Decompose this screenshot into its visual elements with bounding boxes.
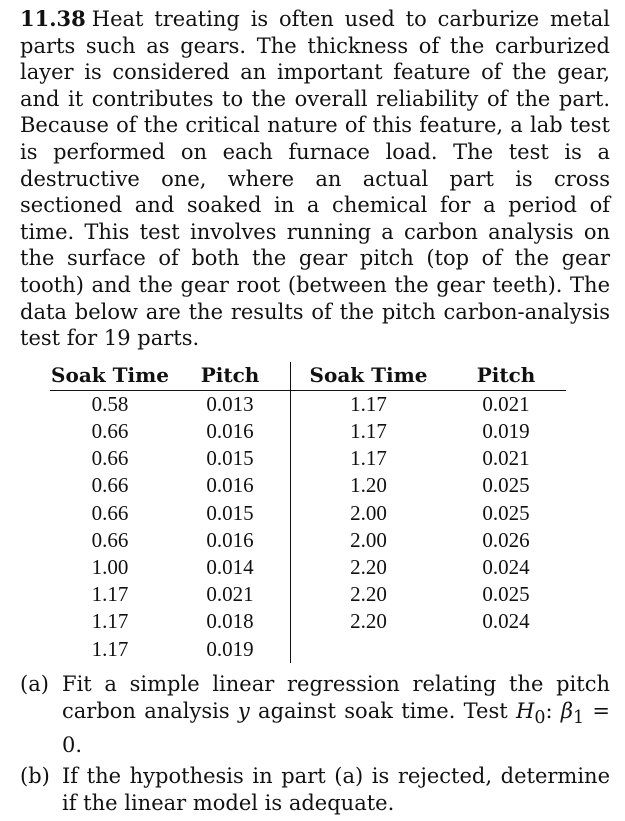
cell-pitch-2: 0.025: [482, 473, 530, 498]
cell-soak-time-1: 1.17: [91, 582, 129, 607]
cell-soak-time-2: 2.20: [350, 582, 387, 607]
cell-soak-time-1: 1.00: [91, 554, 129, 579]
problem-statement: [20, 6, 610, 352]
table-body: [50, 390, 566, 663]
cell-pitch-1: 0.019: [170, 636, 291, 663]
cell-pitch-2: 0.021: [482, 391, 530, 416]
cell-soak-time-1: 0.66: [91, 446, 129, 471]
table-row: [50, 500, 566, 527]
cell-soak-time-2: 1.20: [350, 473, 387, 498]
table-header-row: [50, 362, 566, 391]
cell-pitch-1: 0.016: [170, 527, 291, 554]
table-row: [50, 390, 566, 418]
part-a-text-1: Fit a simple linear regression relating the pitch carbon analysis: [62, 671, 610, 723]
header-soak-time-2: Soak Time: [291, 362, 447, 391]
part-b: [20, 763, 610, 817]
cell-pitch-1: 0.013: [170, 390, 291, 418]
cell-soak-time-1: 0.66: [91, 527, 129, 552]
cell-pitch-1: 0.018: [170, 608, 291, 635]
cell-soak-time-1: 0.66: [91, 500, 129, 525]
cell-soak-time-2: 2.20: [350, 554, 387, 579]
beta-symbol: β: [560, 698, 573, 723]
cell-soak-time-1: 1.17: [91, 609, 129, 634]
h0-symbol: H: [515, 698, 535, 723]
var-y: y: [237, 698, 250, 723]
table-row: [50, 527, 566, 554]
cell-pitch-2: [446, 636, 566, 663]
part-a-text-3: :: [545, 698, 561, 723]
table-row: [50, 554, 566, 581]
cell-soak-time-2: 1.17: [350, 418, 387, 443]
cell-soak-time-1: 0.66: [91, 418, 129, 443]
cell-pitch-1: 0.015: [170, 500, 291, 527]
cell-soak-time-2: [291, 636, 447, 663]
cell-pitch-1: 0.016: [170, 418, 291, 445]
cell-soak-time-2: 2.20: [350, 609, 387, 634]
question-parts: [20, 671, 610, 817]
header-soak-time-1: Soak Time: [50, 362, 170, 391]
header-pitch-1: Pitch: [170, 362, 291, 391]
part-a-text-4: = 0.: [62, 698, 610, 757]
cell-pitch-2: 0.025: [482, 582, 530, 607]
beta-subscript: 1: [572, 707, 585, 728]
cell-pitch-2: 0.021: [482, 446, 530, 471]
header-pitch-2: Pitch: [446, 362, 566, 391]
part-b-text: If the hypothesis in part (a) is rejected, determine if the linear model is adequate.: [62, 763, 610, 815]
data-table: [50, 362, 566, 663]
table-row: [50, 472, 566, 499]
cell-pitch-1: 0.015: [170, 445, 291, 472]
part-a: [20, 671, 610, 759]
page: [20, 6, 610, 821]
cell-pitch-2: 0.024: [482, 609, 530, 634]
part-a-label: (a): [20, 671, 49, 696]
cell-soak-time-1: 1.17: [91, 636, 129, 661]
cell-soak-time-1: 0.66: [91, 473, 129, 498]
cell-pitch-2: 0.026: [482, 527, 530, 552]
part-a-text-2: against soak time. Test: [249, 698, 516, 723]
cell-soak-time-2: 1.17: [350, 446, 387, 471]
cell-soak-time-2: 2.00: [350, 527, 387, 552]
part-b-label: (b): [20, 763, 50, 788]
cell-pitch-1: 0.014: [170, 554, 291, 581]
table-row: [50, 445, 566, 472]
part-a-text: [62, 671, 610, 759]
cell-soak-time-2: 2.00: [350, 500, 387, 525]
cell-pitch-2: 0.019: [482, 418, 530, 443]
cell-soak-time-1: 0.58: [91, 391, 129, 416]
cell-pitch-1: 0.016: [170, 472, 291, 499]
h0-subscript: 0: [534, 707, 546, 728]
table-row: [50, 581, 566, 608]
table-row: [50, 418, 566, 445]
cell-pitch-1: 0.021: [170, 581, 291, 608]
cell-soak-time-2: 1.17: [350, 391, 387, 416]
cell-pitch-2: 0.024: [482, 554, 530, 579]
table-row: [50, 608, 566, 635]
problem-number: 11.38: [20, 6, 86, 31]
table-row: [50, 636, 566, 663]
problem-text: Heat treating is often used to carburize metal parts such as gears. The thickness of the carburized layer is considered an important feature of the gear, and it contributes to the overall reliability of the part. Because of the critical nature of this feature, a lab test is performed on each furnace load. The test is a destructive one, where an actual part is cross sectioned and soaked in a chemical for a period of time. This test involves running a carbon analysis on the surface of both the gear pitch (top of the gear tooth) and the gear root (between the gear teeth). The data below are the results of the pitch carbon-analysis test for 19 parts.: [20, 7, 610, 351]
cell-pitch-2: 0.025: [482, 500, 530, 525]
